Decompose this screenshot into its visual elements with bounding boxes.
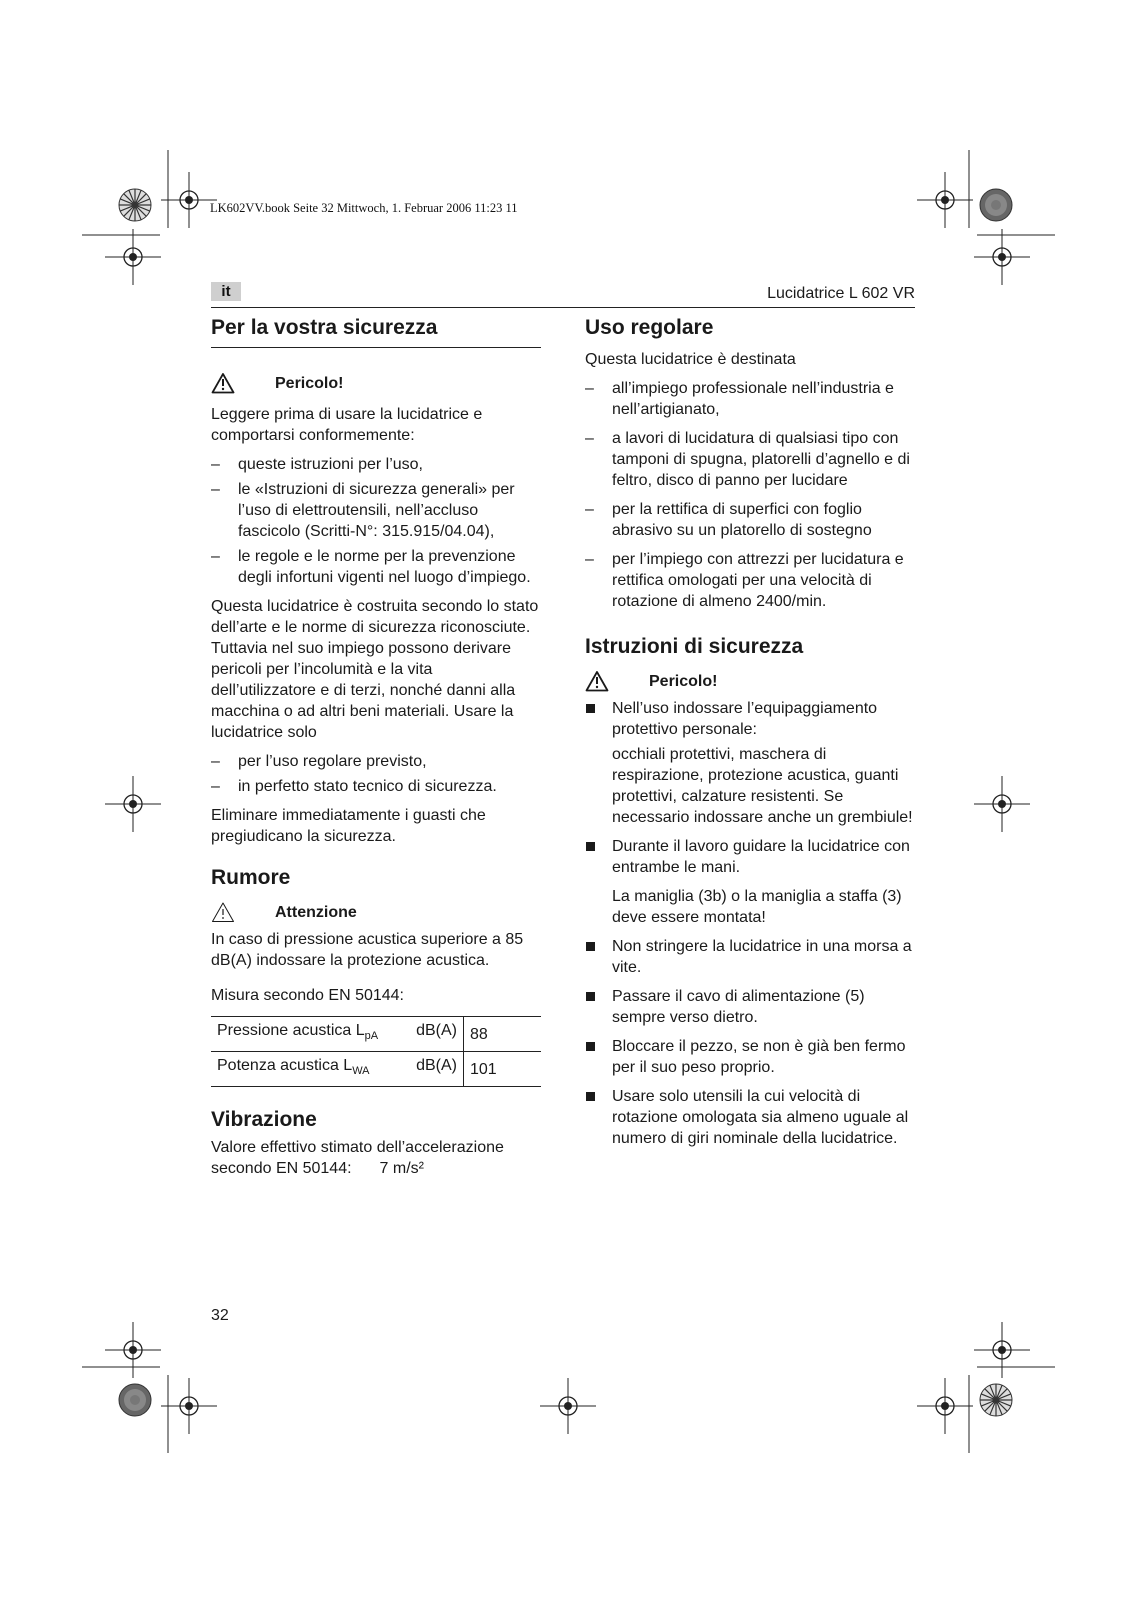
vibration-heading: Vibrazione: [211, 1108, 317, 1131]
list-item: Nell’uso indossare l’equipaggiamento protettivo personale:: [585, 698, 915, 740]
header-rule: [211, 307, 915, 308]
list-item: – all’impiego professionale nell’industria e nell’artigianato,: [585, 380, 894, 418]
list-item: – per l’impiego con attrezzi per lucidatura e rettifica omologati per una velocità di rotazione di almeno 2400/min.: [585, 551, 904, 610]
vibration-line1: Valore effettivo stimato dell’accelerazione: [211, 1139, 504, 1156]
ppe-detail: occhiali protettivi, maschera di respirazione, protezione acustica, guanti protettivi, calzature resistenti. Se necessario indossare anche un grembiule!: [612, 746, 913, 826]
construction-text: Questa lucidatrice è costruita secondo lo stato dell’arte e le norme di sicurezza riconosciute. Tuttavia nel suo impiego possono derivare pericoli per l’incolumità e la vita dell’utilizzatore e di terzi, nonché danni alla macchina o ad altri beni materiali. Usare la lucidatrice solo: [211, 598, 539, 741]
handle-note: La maniglia (3b) o la maniglia a staffa (3) deve essere montata!: [612, 888, 902, 926]
intro-text: Leggere prima di usare la lucidatrice e comportarsi conformemente:: [211, 406, 483, 444]
list-item: Bloccare il pezzo, se non è già ben fermo per il suo peso proprio.: [585, 1036, 915, 1078]
attention-notice: [211, 899, 541, 925]
caution-triangle-icon: [211, 901, 235, 923]
noise-table: [211, 1016, 541, 1087]
danger-label: Pericolo!: [649, 672, 718, 690]
table-row: [211, 1017, 541, 1052]
vibration-value: 7 m/s²: [379, 1160, 424, 1177]
bullet-square-icon: [586, 942, 595, 951]
table-row: [211, 1052, 541, 1087]
document-title: Lucidatrice L 602 VR: [767, 285, 915, 302]
list-item: – a lavori di lucidatura di qualsiasi tipo con tamponi di spugna, platorelli d’agnello e di feltro, disco di panno per lucidare: [585, 430, 910, 489]
list-item: – le regole e le norme per la prevenzione degli infortuni vigenti nel luogo d’impiego.: [211, 548, 531, 586]
read-list: [211, 454, 541, 588]
list-item: – in perfetto stato tecnico di sicurezza.: [211, 778, 497, 795]
noise-text: In caso di pressione acustica superiore a 85 dB(A) indossare la protezione acustica.: [211, 931, 524, 969]
use-list: [211, 751, 541, 797]
danger-notice: [211, 370, 541, 396]
list-item: Usare solo utensili la cui velocità di rotazione omologata sia almeno uguale al numero di giri nominale della lucidatrice.: [585, 1086, 915, 1149]
warning-triangle-icon: [585, 670, 609, 692]
danger-label: Pericolo!: [275, 374, 344, 392]
warning-triangle-icon: [211, 372, 235, 394]
attention-label: Attenzione: [275, 903, 357, 921]
table-cell: 101: [464, 1052, 542, 1087]
noise-heading: Rumore: [211, 866, 291, 889]
bullet-square-icon: [586, 992, 595, 1001]
bullet-square-icon: [586, 1042, 595, 1051]
bullet-square-icon: [586, 1092, 595, 1101]
page-number: 32: [211, 1307, 229, 1324]
safety-instructions-heading: Istruzioni di sicurezza: [585, 635, 804, 658]
list-item: Non stringere la lucidatrice in una morsa a vite.: [585, 936, 915, 978]
table-cell: Pressione acustica $L_{pA}$ dB(A): [211, 1017, 464, 1052]
intended-use-intro: Questa lucidatrice è destinata: [585, 351, 796, 368]
vibration-line2: secondo EN 50144: 7 m/s²: [211, 1160, 424, 1177]
intended-use-heading: Uso regolare: [585, 316, 714, 339]
bullet-square-icon: [586, 842, 595, 851]
list-item: – per l’uso regolare previsto,: [211, 753, 427, 770]
table-cell: 88: [464, 1017, 542, 1052]
language-tag: it: [211, 282, 241, 301]
safety-heading: Per la vostra sicurezza: [211, 315, 541, 348]
list-item: – per la rettifica di superfici con foglio abrasivo su un platorello di sostegno: [585, 501, 872, 539]
table-cell: Potenza acustica $L_{WA}$ dB(A): [211, 1052, 464, 1087]
left-column: [211, 315, 541, 1179]
right-column: [585, 315, 915, 1149]
danger-notice: [585, 668, 915, 694]
measure-text: Misura secondo EN 50144:: [211, 987, 404, 1004]
list-item: Durante il lavoro guidare la lucidatrice con entrambe le mani.: [585, 836, 915, 878]
eliminate-text: Eliminare immediatamente i guasti che pregiudicano la sicurezza.: [211, 807, 486, 845]
print-file-info: LK602VV.book Seite 32 Mittwoch, 1. Februar 2006 11:23 11: [210, 201, 518, 215]
list-item: Passare il cavo di alimentazione (5) sempre verso dietro.: [585, 986, 915, 1028]
list-item: – queste istruzioni per l’uso,: [211, 456, 423, 473]
intended-use-list: [585, 378, 915, 612]
list-item: – le «Istruzioni di sicurezza generali» per l’uso di elettroutensili, nell’accluso fascicolo (Scritti-N°: 315.915/04.04),: [211, 481, 515, 540]
bullet-square-icon: [586, 704, 595, 713]
